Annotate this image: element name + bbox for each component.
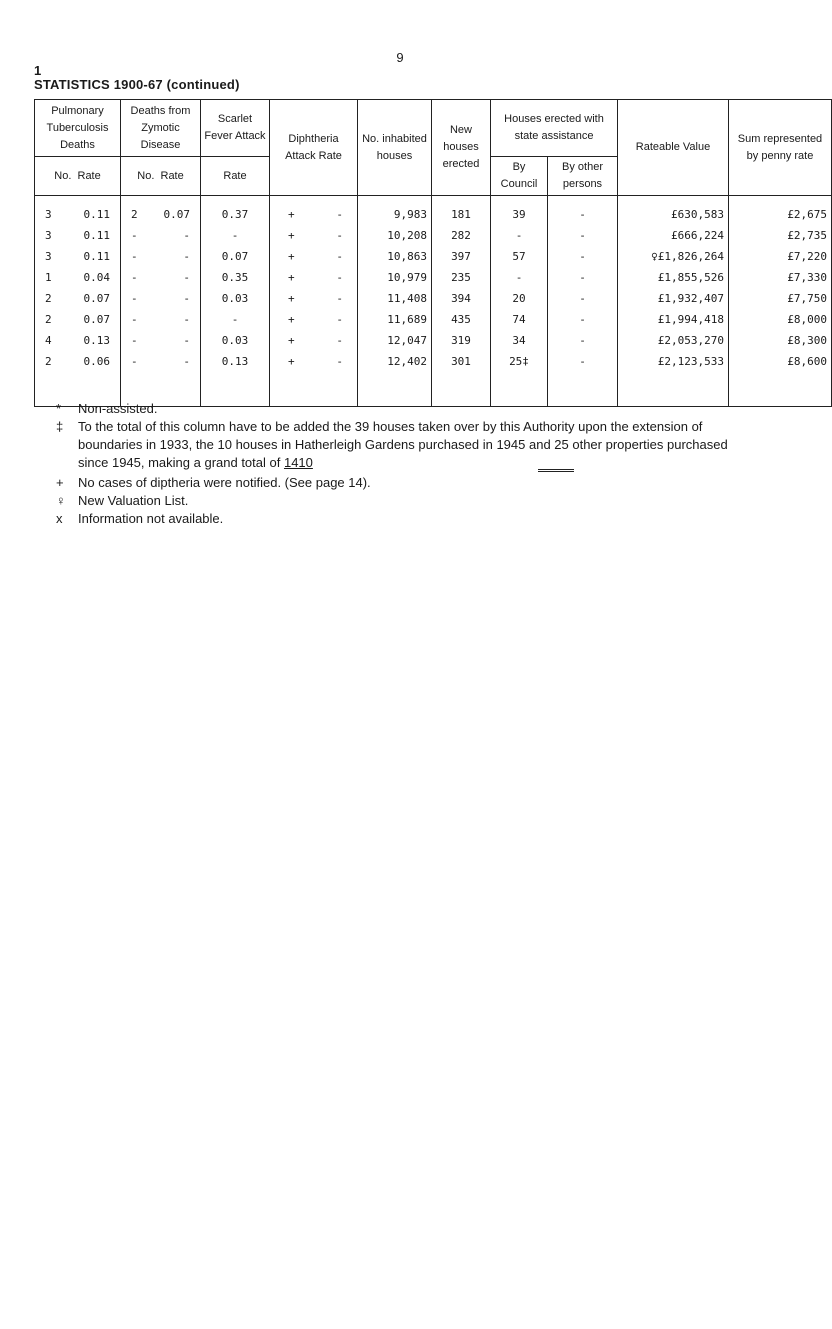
tb-deaths-rate: 0.06 <box>83 355 110 368</box>
inhabited-houses-value: 11,408 <box>387 292 427 305</box>
zymotic-deaths-rate: - <box>183 229 190 242</box>
diphtheria-rate: - <box>336 271 343 284</box>
zymotic-deaths-number: - <box>131 313 138 326</box>
tb-deaths-number: 3 <box>45 250 52 263</box>
diphtheria-rate: - <box>336 250 343 263</box>
scarlet-fever-rate: 0.13 <box>221 355 249 368</box>
inhabited-houses-value: 11,689 <box>387 313 427 326</box>
header-scarlet-fever: Scarlet Fever Attack <box>201 100 270 157</box>
new-houses-value: 181 <box>451 208 471 221</box>
rateable-value: ♀£1,826,264 <box>651 250 724 263</box>
new-houses-value: 397 <box>451 250 471 263</box>
diphtheria-rate: - <box>336 334 343 347</box>
inhabited-houses-value: 10,979 <box>387 271 427 284</box>
inhabited-houses-value: 12,402 <box>387 355 427 368</box>
tb-deaths-rate: 0.07 <box>83 313 110 326</box>
footnote-text: No cases of diptheria were notified. (See page 14). <box>78 475 371 490</box>
diphtheria-marker: + <box>288 250 295 263</box>
zymotic-deaths-number: - <box>131 250 138 263</box>
tb-deaths-number: 2 <box>45 292 52 305</box>
footnote-text: Information not available. <box>78 511 224 526</box>
council-houses-value: 20 <box>512 292 526 305</box>
diphtheria-rate: - <box>336 355 343 368</box>
page-title: STATISTICS 1900-67 (continued) <box>34 77 240 92</box>
new-houses-value: 394 <box>451 292 471 305</box>
table-row <box>35 288 832 309</box>
zymotic-deaths-number: 2 <box>131 208 138 221</box>
tb-deaths-number: 2 <box>45 313 52 326</box>
diphtheria-marker: + <box>288 229 295 242</box>
header-rateable-value: Rateable Value <box>618 100 729 196</box>
tb-deaths-rate: 0.04 <box>83 271 110 284</box>
diphtheria-marker: + <box>288 271 295 284</box>
other-persons-value: - <box>579 208 586 221</box>
footnote-symbol: + <box>56 475 64 490</box>
new-houses-value: 319 <box>451 334 471 347</box>
tb-deaths-number: 3 <box>45 229 52 242</box>
diphtheria-marker: + <box>288 355 295 368</box>
header-diphtheria: Diphtheria Attack Rate <box>270 100 358 196</box>
zymotic-deaths-rate: - <box>183 250 190 263</box>
penny-rate-value: £2,735 <box>787 229 827 242</box>
council-houses-value: - <box>515 229 523 242</box>
section-number: 1 <box>34 63 42 78</box>
council-houses-value: 57 <box>512 250 526 263</box>
penny-rate-value: £7,330 <box>787 271 827 284</box>
tb-deaths-number: 4 <box>45 334 52 347</box>
council-houses-value: 39 <box>512 208 526 221</box>
header-inhabited-houses: No. inhabited houses <box>358 100 432 196</box>
header-zymotic-deaths: Deaths from Zymotic Disease <box>121 100 201 157</box>
footnote <box>56 474 756 492</box>
other-persons-value: - <box>579 292 586 305</box>
zymotic-deaths-rate: - <box>183 355 190 368</box>
scarlet-fever-rate: - <box>231 313 239 326</box>
table-row <box>35 267 832 288</box>
table-row <box>35 309 832 330</box>
inhabited-houses-value: 9,983 <box>393 208 427 221</box>
tb-deaths-number: 1 <box>45 271 52 284</box>
diphtheria-marker: + <box>288 334 295 347</box>
tb-deaths-rate: 0.11 <box>83 229 110 242</box>
council-houses-value: - <box>515 271 523 284</box>
rateable-value: £666,224 <box>671 229 724 242</box>
diphtheria-marker: + <box>288 313 295 326</box>
penny-rate-value: £8,000 <box>787 313 827 326</box>
table-row <box>35 330 832 351</box>
scarlet-fever-rate: 0.37 <box>221 208 249 221</box>
new-houses-value: 435 <box>451 313 471 326</box>
subheader-by-other-persons: By other persons <box>548 157 618 196</box>
header-penny-rate: Sum represented by penny rate <box>729 100 832 196</box>
footnote <box>56 400 756 418</box>
double-underline <box>538 469 574 472</box>
footnote-text: Non-assisted. <box>78 401 158 416</box>
subheader-rate: Rate <box>201 157 270 196</box>
zymotic-deaths-rate: - <box>183 292 190 305</box>
footnote-symbol: x <box>56 511 63 526</box>
grand-total: 1410 <box>283 455 313 470</box>
rateable-value: £1,932,407 <box>657 292 724 305</box>
zymotic-deaths-number: - <box>131 271 138 284</box>
zymotic-deaths-rate: - <box>183 334 190 347</box>
footnote-symbol: * <box>56 401 62 416</box>
table-row <box>35 246 832 267</box>
footnote <box>56 492 756 510</box>
penny-rate-value: £7,750 <box>787 292 827 305</box>
header-state-assistance: Houses erected with state assistance <box>491 100 618 157</box>
statistics-table <box>34 99 832 407</box>
penny-rate-value: £7,220 <box>787 250 827 263</box>
zymotic-deaths-rate: - <box>183 313 190 326</box>
other-persons-value: - <box>579 334 586 347</box>
inhabited-houses-value: 12,047 <box>387 334 427 347</box>
tb-deaths-number: 2 <box>45 355 52 368</box>
inhabited-houses-value: 10,863 <box>387 250 427 263</box>
rateable-value: £2,123,533 <box>657 355 724 368</box>
zymotic-deaths-number: - <box>131 355 138 368</box>
table-row <box>35 196 832 226</box>
subheader-no-rate: No. Rate <box>35 157 121 196</box>
scarlet-fever-rate: 0.03 <box>221 334 249 347</box>
rateable-value: £2,053,270 <box>657 334 724 347</box>
footnote-text: To the total of this column have to be added the 39 houses taken over by this Authority upon the extension of boundaries in 1933, the 10 houses in Hatherleigh Gardens purchased in 1945 and 25 other properties purchased since 1945, making a grand total of <box>78 419 728 470</box>
other-persons-value: - <box>579 250 586 263</box>
diphtheria-rate: - <box>336 208 343 221</box>
council-houses-value: 34 <box>512 334 526 347</box>
council-houses-value: 74 <box>512 313 526 326</box>
zymotic-deaths-rate: - <box>183 271 190 284</box>
scarlet-fever-rate: 0.07 <box>221 250 249 263</box>
zymotic-deaths-number: - <box>131 292 138 305</box>
new-houses-value: 282 <box>451 229 471 242</box>
subheader-by-council: By Council <box>491 157 548 196</box>
scarlet-fever-rate: 0.35 <box>221 271 249 284</box>
new-houses-value: 301 <box>451 355 471 368</box>
tb-deaths-rate: 0.13 <box>83 334 110 347</box>
rateable-value: £1,855,526 <box>657 271 724 284</box>
diphtheria-rate: - <box>336 229 343 242</box>
tb-deaths-number: 3 <box>45 208 52 221</box>
header-pulmonary-tb: Pulmonary Tuberculosis Deaths <box>35 100 121 157</box>
new-houses-value: 235 <box>451 271 471 284</box>
footnote-symbol: ‡ <box>56 419 64 434</box>
table-row <box>35 351 832 372</box>
penny-rate-value: £8,300 <box>787 334 827 347</box>
diphtheria-rate: - <box>336 292 343 305</box>
subheader-no-rate: No. Rate <box>121 157 201 196</box>
tb-deaths-rate: 0.07 <box>83 292 110 305</box>
page-number: 9 <box>396 50 404 65</box>
scarlet-fever-rate: 0.03 <box>221 292 249 305</box>
council-houses-value: 25‡ <box>509 355 529 368</box>
other-persons-value: - <box>579 355 586 368</box>
penny-rate-value: £8,600 <box>787 355 827 368</box>
table-row <box>35 225 832 246</box>
scarlet-fever-rate: - <box>231 229 239 242</box>
footnote-text: New Valuation List. <box>78 493 189 508</box>
footnotes <box>56 400 756 528</box>
inhabited-houses-value: 10,208 <box>387 229 427 242</box>
tb-deaths-rate: 0.11 <box>83 208 110 221</box>
rateable-value: £1,994,418 <box>657 313 724 326</box>
other-persons-value: - <box>579 229 586 242</box>
other-persons-value: - <box>579 313 586 326</box>
penny-rate-value: £2,675 <box>787 208 827 221</box>
rateable-value: £630,583 <box>671 208 724 221</box>
diphtheria-marker: + <box>288 208 295 221</box>
zymotic-deaths-rate: 0.07 <box>163 208 190 221</box>
diphtheria-marker: + <box>288 292 295 305</box>
footnote-symbol: ♀ <box>56 493 66 508</box>
tb-deaths-rate: 0.11 <box>83 250 110 263</box>
other-persons-value: - <box>579 271 586 284</box>
zymotic-deaths-number: - <box>131 334 138 347</box>
footnote <box>56 418 756 474</box>
zymotic-deaths-number: - <box>131 229 138 242</box>
diphtheria-rate: - <box>336 313 343 326</box>
header-new-houses: New houses erected <box>432 100 491 196</box>
footnote <box>56 510 756 528</box>
